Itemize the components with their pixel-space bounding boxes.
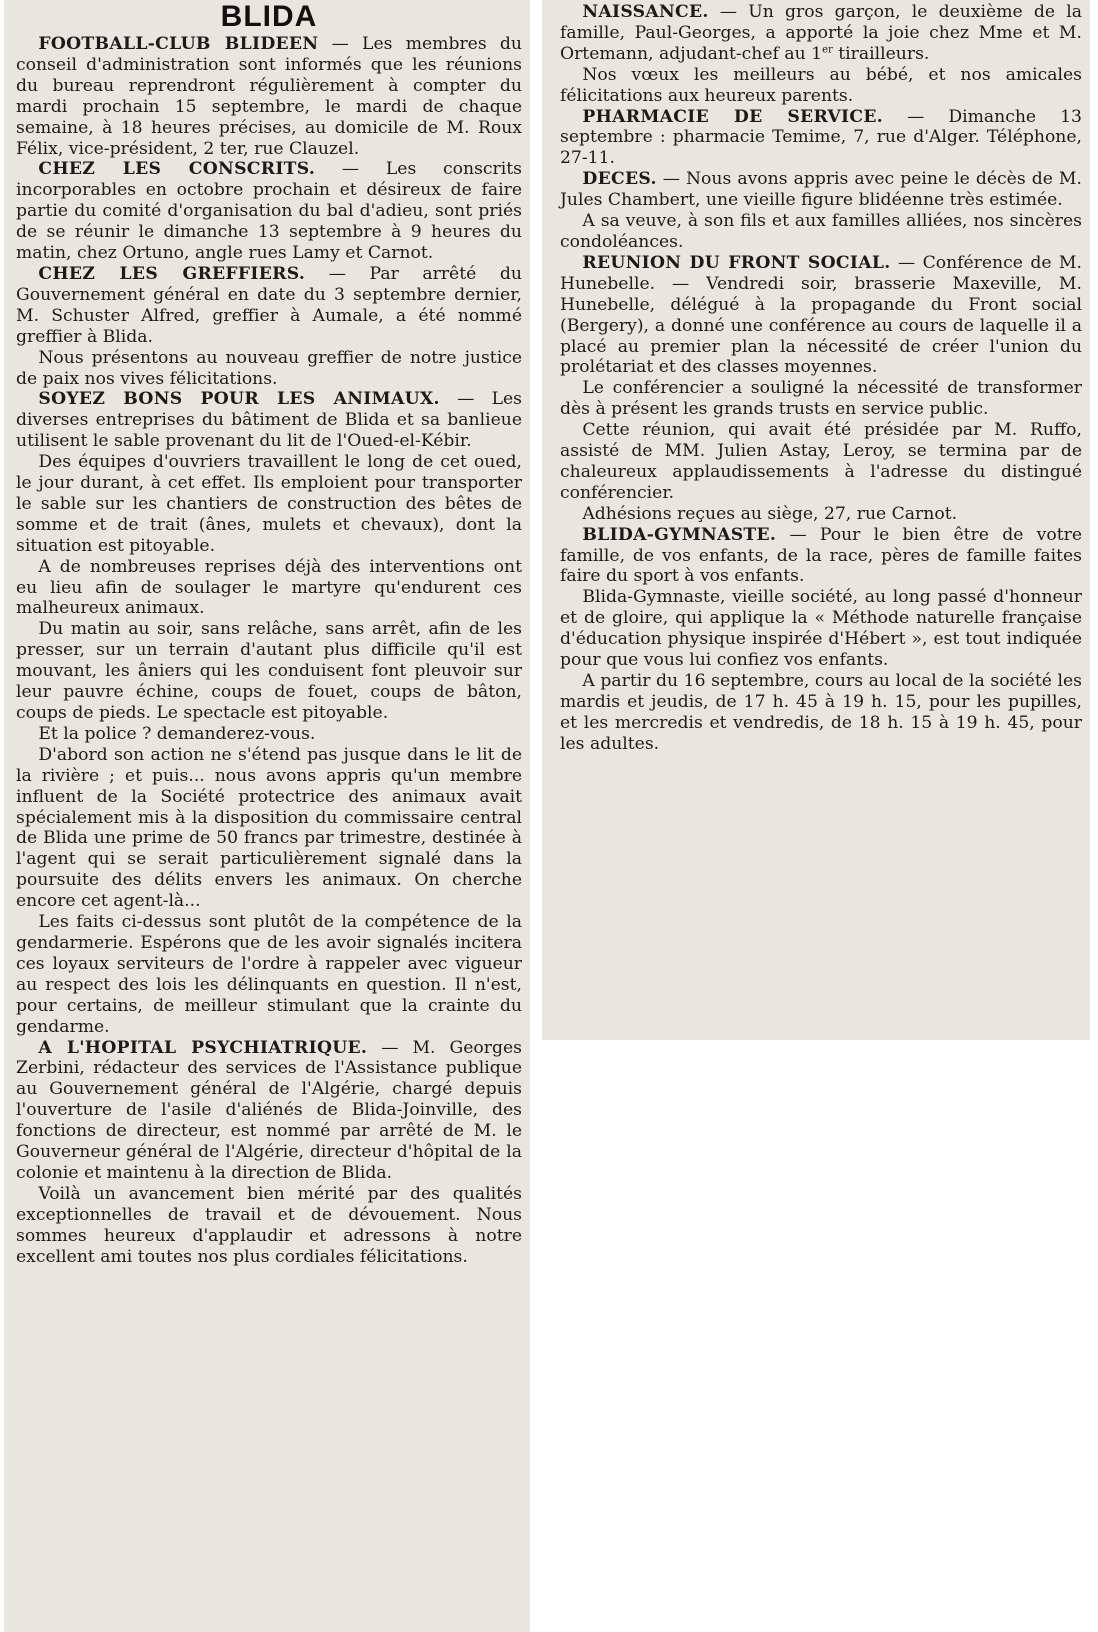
article-paragraph-headed: [560, 169, 1082, 211]
article-heading: CHEZ LES GREFFIERS.: [38, 263, 306, 284]
article-text: — Les membres du conseil d'administration sont informés que les réunions du bureau reprendront régulièrement à compter du mardi prochain 15 septembre, le mardi de chaque semaine, à 18 heures précises, au domicile de M. Roux Félix, vice-président, 2 ter, rue Clauzel.: [16, 34, 522, 159]
article-paragraph: [560, 504, 1082, 525]
article-text: — Par arrêté du Gouvernement général en date du 3 septembre dernier, M. Schuster Alfred, greffier à Aumale, a été nommé greffier à Blida.: [16, 263, 522, 347]
article-paragraph: [16, 724, 522, 745]
section-title: BLIDA: [220, 0, 318, 33]
article-text-continued: tirailleurs.: [832, 43, 930, 64]
right-column: [542, 0, 1090, 1040]
article-paragraph: [560, 587, 1082, 671]
article-text: — Conférence de M. Hunebelle. — Vendredi soir, brasserie Maxeville, M. Hunebelle, délégué à la propagande du Front social (Bergery), a donné une conférence au cours de laquelle il a placé au premier plan la nécessité de créer l'union du prolétariat et des classes moyennes.: [560, 252, 1082, 378]
article-paragraph-headed: [16, 389, 522, 452]
article-paragraph: [560, 65, 1082, 107]
article-text: Blida-Gymnaste, vieille société, au long passé d'honneur et de gloire, qui applique la « Méthode naturelle française d'éducation physique inspirée d'Hébert », est tout indiquée pour que vous lui confiez vos enfants.: [560, 587, 1082, 671]
left-article-flow: [16, 34, 522, 1267]
ordinal-superscript: er: [822, 44, 833, 56]
article-text: — Les conscrits incorporables en octobre prochain et désireux de faire partie du comité d'organisation du bal d'adieu, sont priés de se réunir le dimanche 13 septembre à 9 heures du matin, chez Ortuno, angle rues Lamy et Carnot.: [16, 159, 522, 264]
article-text: D'abord son action ne s'étend pas jusque dans le lit de la rivière ; et puis... nous avons appris qu'un membre influent de la Société protectrice des animaux avait spécialement mis à la disposition du commissaire central de Blida une prime de 50 francs par trimestre, destinée à l'agent qui se serait particulièrement signalé dans la poursuite des délits envers les animaux. On cherche encore cet agent-là...: [16, 744, 522, 912]
article-text: Des équipes d'ouvriers travaillent le long de cet oued, le jour durant, à cet effet. Ils emploient pour transporter le sable sur les chantiers de construction des bêtes de somme et de trait (ânes, mulets et chevaux), dont la situation est pitoyable.: [16, 452, 522, 556]
article-paragraph: [16, 619, 522, 724]
article-paragraph-headed: [16, 1038, 522, 1184]
article-text: — M. Georges Zerbini, rédacteur des services de l'Assistance publique au Gouvernement général de l'Algérie, chargé depuis l'ouverture de l'asile d'aliénés de Blida-Joinville, des fonctions de directeur, est nommé par arrêté de M. le Gouverneur général de l'Algérie, directeur d'hôpital de la colonie et maintenu à la direction de Blida.: [16, 1037, 522, 1183]
article-paragraph-headed: [16, 264, 522, 348]
article-paragraph: [16, 912, 522, 1037]
article-text: Voilà un avancement bien mérité par des qualités exceptionnelles de travail et de dévouement. Nous sommes heureux d'applaudir et adressons à notre excellent ami toutes nos plus cordiales félicitations.: [16, 1183, 522, 1267]
article-paragraph: [16, 452, 522, 557]
article-text: — Pour le bien être de votre famille, de vos enfants, de la race, pères de famille faites faire du sport à vos enfants.: [560, 524, 1082, 587]
article-text: A de nombreuses reprises déjà des interventions ont eu lieu afin de soulager le martyre qu'endurent ces malheureux animaux.: [16, 556, 522, 619]
article-paragraph: [16, 1184, 522, 1268]
article-text: — Les diverses entreprises du bâtiment de Blida et sa banlieue utilisent le sable provenant du lit de l'Oued-el-Kébir.: [16, 389, 522, 452]
left-column: [4, 0, 530, 1632]
article-paragraph: [560, 420, 1082, 504]
article-text: Nous présentons au nouveau greffier de notre justice de paix nos vives félicitations.: [16, 347, 522, 389]
column-gutter: [530, 0, 542, 1632]
article-heading: SOYEZ BONS POUR LES ANIMAUX.: [38, 389, 440, 410]
article-heading: A L'HOPITAL PSYCHIATRIQUE.: [38, 1037, 368, 1058]
article-paragraph: [16, 745, 522, 912]
article-text: A partir du 16 septembre, cours au local de la société les mardis et jeudis, de 17 h. 45 à 19 h. 15, pour les pupilles, et les mercredis et vendredis, de 18 h. 15 à 19 h. 45, pour les adultes.: [560, 671, 1082, 754]
article-paragraph-headed: [560, 253, 1082, 378]
article-paragraph: [560, 211, 1082, 253]
article-paragraph-headed: [560, 107, 1082, 170]
article-text: Nos vœux les meilleurs au bébé, et nos amicales félicitations aux heureux parents.: [560, 64, 1082, 106]
article-heading: DECES.: [582, 169, 657, 190]
article-heading: BLIDA-GYMNASTE.: [582, 524, 777, 545]
article-text: — Un gros garçon, le deuxième de la famille, Paul-Georges, a apporté la joie chez Mme et M. Ortemann, adjudant-chef au 1: [560, 2, 1082, 64]
article-text: Et la police ? demanderez-vous.: [38, 723, 316, 744]
article-text: A sa veuve, à son fils et aux familles alliées, nos sincères condoléances.: [560, 211, 1082, 252]
right-article-flow: [560, 2, 1082, 755]
article-paragraph: [16, 348, 522, 390]
article-text: Le conférencier a souligné la nécessité de transformer dès à présent les grands trusts en service public.: [560, 378, 1082, 420]
article-paragraph: [16, 557, 522, 620]
article-text: Du matin au soir, sans relâche, sans arrêt, afin de les presser, sur un terrain d'autant plus difficile qu'il est mouvant, les âniers qui les conduisent font pleuvoir sur leur pauvre échine, coups de fouet, coups de bâton, coups de pieds. Le spectacle est pitoyable.: [16, 619, 522, 723]
article-paragraph-headed: [16, 34, 522, 159]
article-heading: REUNION DU FRONT SOCIAL.: [582, 252, 891, 273]
article-text: — Dimanche 13 septembre : pharmacie Temime, 7, rue d'Alger. Téléphone, 27-11.: [560, 106, 1082, 169]
article-paragraph-headed: [16, 159, 522, 264]
article-text: Adhésions reçues au siège, 27, rue Carnot.: [582, 503, 958, 524]
article-heading: PHARMACIE DE SERVICE.: [582, 106, 884, 127]
article-paragraph: [560, 378, 1082, 420]
article-text: Les faits ci-dessus sont plutôt de la compétence de la gendarmerie. Espérons que de les avoir signalés incitera ces loyaux serviteurs de l'ordre à rappeler avec vigueur au respect des lois les délinquants en question. Il n'est, pour certains, de meilleur stimulant que la crainte du gendarme.: [16, 912, 522, 1037]
article-text: — Nous avons appris avec peine le décès de M. Jules Chambert, une vieille figure blidéenne très estimée.: [560, 169, 1082, 211]
article-paragraph-headed: [560, 2, 1082, 65]
article-paragraph-headed: [560, 525, 1082, 588]
article-heading: FOOTBALL-CLUB BLIDEEN: [38, 34, 319, 54]
article-heading: NAISSANCE.: [582, 2, 709, 22]
article-text: Cette réunion, qui avait été présidée par M. Ruffo, assisté de MM. Julien Astay, Leroy, se termina par de chaleureux applaudissements à l'adresse du distingué conférencier.: [560, 420, 1082, 503]
article-heading: CHEZ LES CONSCRITS.: [38, 159, 316, 180]
article-paragraph: [560, 671, 1082, 755]
